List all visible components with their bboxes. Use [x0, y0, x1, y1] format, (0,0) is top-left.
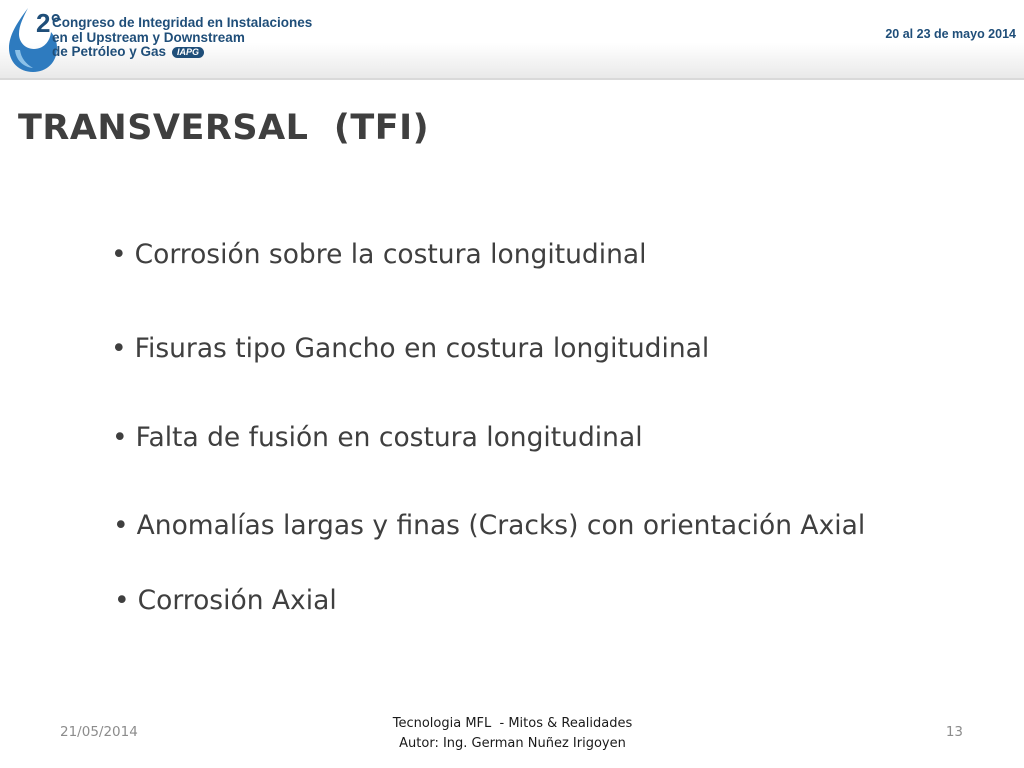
- bullet-text: Corrosión sobre la costura longitudinal: [134, 239, 647, 270]
- congress-title-line-3-text: de Petróleo y Gas: [52, 44, 167, 59]
- bullet-item: [113, 510, 865, 541]
- bullet-dot-icon: •: [111, 239, 127, 270]
- bullet-dot-icon: •: [111, 333, 127, 364]
- bullet-dot-icon: •: [113, 510, 129, 541]
- bullet-text: Corrosión Axial: [137, 585, 337, 616]
- slide-title: TRANSVERSAL (TFI): [18, 108, 430, 148]
- bullet-dot-icon: •: [112, 422, 128, 453]
- iapg-logo-icon: IAPG: [172, 47, 204, 58]
- footer-presentation-title: Tecnologia MFL - Mitos & Realidades: [392, 716, 633, 731]
- congress-title-line-1: Congreso de Integridad en Instalaciones: [52, 15, 313, 30]
- footer-credits: [340, 714, 685, 754]
- bullet-dot-icon: •: [114, 585, 130, 616]
- congress-title-line-2: en el Upstream y Downstream: [52, 29, 245, 45]
- bullet-item: [111, 333, 709, 364]
- bullet-text: Fisuras tipo Gancho en costura longitudinal: [134, 333, 710, 364]
- bullet-item: [111, 239, 646, 270]
- bullet-text: Falta de fusión en costura longitudinal: [135, 422, 643, 453]
- event-dates: 20 al 23 de mayo 2014: [885, 27, 1016, 41]
- logo-ordinal: 2°: [36, 8, 61, 38]
- footer-author: Autor: Ing. German Nuñez Irigoyen: [399, 736, 626, 751]
- page-number: 13: [945, 724, 963, 740]
- bullet-item: [112, 422, 643, 453]
- header-divider: [0, 78, 1024, 80]
- bullet-text: Anomalías largas y finas (Cracks) con orientación Axial: [136, 510, 866, 541]
- congress-title: [52, 16, 312, 60]
- congress-title-line-3: [52, 45, 312, 60]
- bullet-item: [114, 585, 337, 616]
- footer-date: 21/05/2014: [60, 724, 138, 740]
